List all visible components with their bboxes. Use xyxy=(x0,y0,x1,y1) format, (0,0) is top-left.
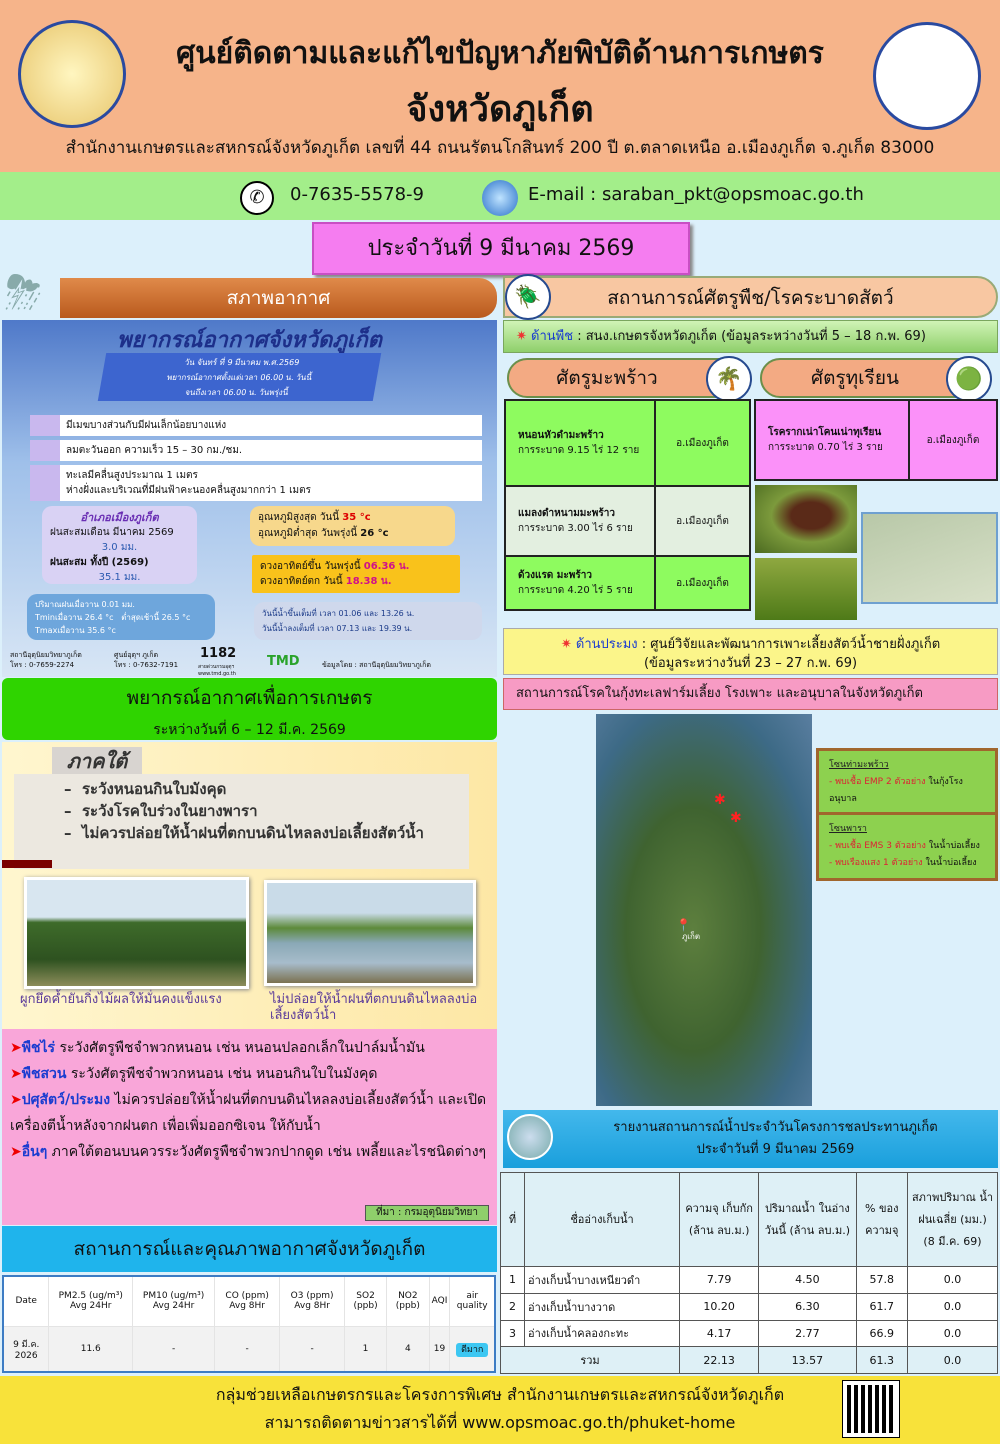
rain-year: 35.1 มม. xyxy=(98,572,141,583)
dam-icon xyxy=(507,1114,553,1160)
district: อำเภอเมืองภูเก็ต xyxy=(80,511,159,524)
durian-pests-header: ศัตรูทุเรียน xyxy=(760,358,990,398)
aq-header: SO2 (ppb) xyxy=(345,1276,387,1326)
fisheries-source-bar: ✷ ด้านประมง : ศูนย์วิจัยและพัฒนาการเพาะเลี้ยงสัตว์น้ำชายฝั่งภูเก็ต (ข้อมูลระหว่างวันที่ 23 – 27 ก.พ. 69) xyxy=(503,628,998,675)
condition-sea: ทะเลมีคลื่นสูงประมาณ 1 เมตร xyxy=(66,470,198,481)
region-label: ภาคใต้ xyxy=(52,747,142,775)
station2: ศูนย์อุตุฯ ภูเก็ต xyxy=(114,651,159,659)
beetle-photo xyxy=(755,485,857,553)
forecast-to: จนถึงเวลา 06.00 น. วันพรุ่งนี้ xyxy=(184,388,290,397)
globe-icon xyxy=(482,180,518,216)
southern-region-panel xyxy=(2,742,497,1029)
pest-row: ด้วงแรด มะพร้าว การระบาด 4.20 ไร่ 5 ราย xyxy=(505,556,655,610)
tmax-yesterday: Tmaxเมื่อวาน 35.6 °c xyxy=(35,626,116,635)
water-report-title: รายงานสถานการณ์น้ำประจำวันโครงการชลประทานภูเก็ต xyxy=(613,1120,938,1135)
zone-phara: โซนพารา - พบเชื้อ EMS 3 ตัวอย่าง ในน้ำบ่อเลี้ยง - พบเรืองแสง 1 ตัวอย่าง ในน้ำบ่อเลี้ยง xyxy=(816,812,998,881)
aq-cell: - xyxy=(215,1326,280,1372)
agri-forecast-period: ระหว่างวันที่ 6 – 12 มี.ค. 2569 xyxy=(153,722,346,738)
aq-header: PM10 (ug/m³) Avg 24Hr xyxy=(133,1276,215,1326)
condition-wind: ลมตะวันออก ความเร็ว 15 – 30 กม./ชม. xyxy=(30,440,482,461)
tmax-label: อุณหภูมิสูงสุด วันนี้ xyxy=(258,512,340,523)
map-label: ภูเก็ต xyxy=(682,932,701,941)
phuket-map xyxy=(596,714,812,1106)
yesterday-rain: ปริมาณฝนเมื่อวาน 0.01 มม. xyxy=(35,600,135,609)
aq-header: CO (ppm) Avg 8Hr xyxy=(215,1276,280,1326)
aq-cell: 9 มี.ค. 2026 xyxy=(3,1326,49,1372)
address: สำนักงานเกษตรและสหกรณ์จังหวัดภูเก็ต เลขที่ 44 ถนนรัตนโกสินทร์ 200 ปี ต.ตลาดเหนือ อ.เมืองภูเก็ต จ.ภูเก็ต 83000 xyxy=(65,138,935,158)
pond-photo xyxy=(264,880,476,986)
phone-number: 0-7635-5578-9 xyxy=(290,184,425,205)
reservoir-table: ที่ ชื่ออ่างเก็บน้ำ ความจุ เก็บกัก (ล้าน ลบ.ม.) ปริมาณน้ำ ในอ่างวันนี้ (ล้าน ลบ.ม.) % ของ ความจุ สภาพปริมาณ น้ำฝนเฉลี่ย (มม.) (8 มี.ค. 69) 1 อ่างเก็บน้ำบางเหนียวดำ 7.79 4.50 57.8 0.0 2 อ่างเก็บน้ำบางวาด 10.20 6.30 61.7 0.0 3 อ่างเก็บน้ำคลองกะทะ 4.17 2.77 66.9 0.0 รวม 22.13 13.57 61.3 0.0 xyxy=(500,1172,998,1374)
qr-code[interactable] xyxy=(843,1381,899,1437)
condition-sky: มีเมฆบางส่วนกับมีฝนเล็กน้อยบางแห่ง xyxy=(30,415,482,436)
tlow-morning: ต่ำสุดเช้านี้ 26.5 °c xyxy=(121,613,191,622)
shrimp-disease-title: สถานการณ์โรคในกุ้งทะเลฟาร์มเลี้ยง โรงเพาะ และอนุบาลในจังหวัดภูเก็ต xyxy=(503,678,998,710)
agri-forecast-header xyxy=(2,678,497,740)
weather-source: ข้อมูลโดย : สถานีอุตุนิยมวิทยาภูเก็ต xyxy=(322,661,431,669)
advice-livestock: ➤ปศุสัตว์/ประมง ไม่ควรปล่อยให้น้ำฝนที่ตกบนดินไหลลงบ่อเลี้ยงสัตว์น้ำ และเปิดเครื่องตีน้ำหลังจากฝนตก เพื่อเพิ่มออกซิเจน ให้กับน้ำ xyxy=(10,1092,487,1134)
agri-forecast-title: พยากรณ์อากาศเพื่อการเกษตร xyxy=(126,687,373,709)
rain-year-label: ฝนสะสม ทั้งปี (2569) xyxy=(50,557,149,568)
temperature-box xyxy=(250,506,455,546)
reservoir-total-row: รวม 22.13 13.57 61.3 0.0 xyxy=(501,1347,998,1374)
station1-tel: โทร : 0-7659-2274 xyxy=(10,661,75,669)
coconut-pest-table: หนอนหัวดำมะพร้าว การระบาด 9.15 ไร่ 12 ราย อ.เมืองภูเก็ต แมลงดำหนามมะพร้าว การระบาด 3.00 ไร่ 6 ราย อ.เมืองภูเก็ต ด้วงแรด มะพร้าว การระบาด 4.20 ไร่ 5 ราย อ.เมืองภูเก็ต xyxy=(504,399,751,611)
sun-box xyxy=(252,555,460,593)
aq-cell: - xyxy=(133,1326,215,1372)
photo2-caption: ไม่ปล่อยให้น้ำฝนที่ตกบนดินไหลลงบ่อเลี้ยงสัตว์น้ำ xyxy=(270,992,478,1023)
coconut-pests-header: ศัตรูมะพร้าว xyxy=(507,358,747,398)
sunrise-label: ดวงอาทิตย์ขึ้น วันพรุ่งนี้ xyxy=(260,561,361,572)
pest-row: โรครากเน่าโคนเน่าทุเรียน การระบาด 0.70 ไร่ 3 ราย xyxy=(755,400,909,480)
water-report-date: ประจำวันที่ 9 มีนาคม 2569 xyxy=(696,1142,855,1157)
header xyxy=(0,0,1000,172)
pest-row: แมลงดำหนามมะพร้าว การระบาด 3.00 ไร่ 6 ราย xyxy=(505,486,655,556)
pest-row: หนอนหัวดำมะพร้าว การระบาด 9.15 ไร่ 12 ราย xyxy=(505,400,655,486)
title-line2: จังหวัดภูเก็ต xyxy=(406,89,594,130)
advice-source: ที่มา : กรมอุตุนิยมวิทยา xyxy=(365,1205,489,1221)
forecast-title: พยากรณ์อากาศจังหวัดภูเก็ต xyxy=(117,328,382,353)
aq-cell: 11.6 xyxy=(49,1326,133,1372)
location-pin-icon: 📍 xyxy=(676,918,691,932)
aq-header: PM2.5 (ug/m³) Avg 24Hr xyxy=(49,1276,133,1326)
tide-box xyxy=(254,602,482,640)
durian-icon: 🟢 xyxy=(946,356,992,402)
aq-cell: 4 xyxy=(387,1326,430,1372)
aq-quality-badge: ดีมาก xyxy=(456,1343,488,1357)
tmin: 26 °c xyxy=(360,528,389,539)
pest-section-title: สถานการณ์ศัตรูพืช/โรคระบาดสัตว์ xyxy=(503,276,998,318)
aq-cell: - xyxy=(280,1326,345,1372)
pest-icon: 🪲 xyxy=(505,274,551,320)
title-line1: ศูนย์ติดตามและแก้ไขปัญหาภัยพิบัติด้านการเกษตร xyxy=(176,36,824,71)
leaf-beetle-photo xyxy=(755,558,857,620)
marker-phara: ✱ xyxy=(730,810,742,826)
low-tide: วันนี้น้ำลงเต็มที่ เวลา 07.13 และ 19.39 น. xyxy=(262,624,413,633)
aq-header: Date xyxy=(3,1276,49,1326)
station1: สถานีอุตุนิยมวิทยาภูเก็ต xyxy=(10,651,82,659)
water-report-header xyxy=(503,1110,998,1168)
footer-website[interactable]: สามารถติดตามข่าวสารได้ที่ www.opsmoac.go.th/phuket-home xyxy=(264,1413,736,1432)
fruit-tree-photo xyxy=(24,877,249,989)
email: E-mail : saraban_pkt@opsmoac.go.th xyxy=(528,184,864,205)
coconut-tree-icon: 🌴 xyxy=(706,356,752,402)
hotline: 1182 xyxy=(200,646,237,661)
phone-icon: ✆ xyxy=(240,181,274,215)
aq-cell: 1 xyxy=(345,1326,387,1372)
marker-tha-maphrao: ✱ xyxy=(714,792,726,808)
forecast-from: พยากรณ์อากาศตั้งแต่เวลา 06.00 น. วันนี้ xyxy=(166,373,313,382)
reservoir-row: 3 อ่างเก็บน้ำคลองกะทะ 4.17 2.77 66.9 0.0 xyxy=(501,1320,998,1347)
caterpillar-photo xyxy=(861,512,998,604)
weather-forecast-panel xyxy=(2,320,497,677)
reservoir-row: 2 อ่างเก็บน้ำบางวาด 10.20 6.30 61.7 0.0 xyxy=(501,1293,998,1320)
tmin-label: อุณหภูมิต่ำสุด วันพรุ่งนี้ xyxy=(258,528,358,539)
date-banner: ประจำวันที่ 9 มีนาคม 2569 xyxy=(312,222,690,275)
bullet-3: – ไม่ควรปล่อยให้น้ำฝนที่ตกบนดินไหลลงบ่อเลี้ยงสัตว์น้ำ xyxy=(64,824,424,842)
air-quality-table xyxy=(2,1275,496,1373)
aq-header: AQI xyxy=(429,1276,450,1326)
sunset-label: ดวงอาทิตย์ตก วันนี้ xyxy=(260,576,343,587)
tmin-yesterday: Tminเมื่อวาน 26.4 °c xyxy=(35,613,114,622)
air-quality-title: สถานการณ์และคุณภาพอากาศจังหวัดภูเก็ต xyxy=(2,1226,497,1272)
weather-cloud-icon: ⛈ xyxy=(5,265,42,319)
forecast-date: วัน จันทร์ ที่ 9 มีนาคม พ.ศ.2569 xyxy=(184,358,301,367)
rain-month: 3.0 มม. xyxy=(101,542,138,553)
contact-bar xyxy=(0,172,1000,220)
yesterday-box xyxy=(27,594,215,640)
rain-accumulation-box xyxy=(42,506,197,584)
advice-panel xyxy=(2,1029,497,1225)
aq-header: air quality xyxy=(450,1276,495,1326)
advice-horticulture: ➤พืชสวน ระวังศัตรูพืชจำพวกหนอน เช่น หนอนกินใบในมังคุด xyxy=(10,1066,378,1082)
tmax: 35 °c xyxy=(342,512,371,523)
aq-cell: 19 xyxy=(429,1326,450,1372)
fish-period: (ข้อมูลระหว่างวันที่ 23 – 27 ก.พ. 69) xyxy=(643,656,858,671)
advice-field-crops: ➤พืชไร่ ระวังศัตรูพืชจำพวกหนอน เช่น หนอนปลอกเล็กในปาล์มน้ำมัน xyxy=(10,1040,425,1056)
high-tide: วันนี้น้ำขึ้นเต็มที่ เวลา 01.06 และ 13.26 น. xyxy=(262,609,415,618)
crop-source-bar: ✷ ด้านพืช : สนง.เกษตรจังหวัดภูเก็ต (ข้อมูลระหว่างวันที่ 5 – 18 ก.พ. 69) xyxy=(503,320,998,353)
condition-offshore: ห่างฝั่งและบริเวณที่มีฝนฟ้าคะนองคลื่นสูงมากกว่า 1 เมตร xyxy=(66,485,311,496)
bullet-1: – ระวังหนอนกินใบมังคุด xyxy=(64,780,227,798)
footer-line1: กลุ่มช่วยเหลือเกษตรกรและโครงการพิเศษ สำนักงานเกษตรและสหกรณ์จังหวัดภูเก็ต xyxy=(215,1385,785,1404)
bullet-2: – ระวังโรคใบร่วงในยางพารา xyxy=(64,802,258,820)
advice-other: ➤อื่นๆ ภาคใต้ตอนบนควรระวังศัตรูพืชจำพวกปากดูด เช่น เพลี้ยและไรชนิดต่างๆ xyxy=(10,1144,487,1160)
sunrise: 06.36 น. xyxy=(363,561,410,572)
tmd-logo: TMD xyxy=(267,654,300,669)
weather-section-title: สภาพอากาศ xyxy=(60,278,497,318)
aq-header: O3 (ppm) Avg 8Hr xyxy=(280,1276,345,1326)
photo1-caption: ผูกยึดค้ำยันกิ่งไม้ผลให้มั่นคงแข็งแรง xyxy=(20,992,222,1007)
durian-pest-table: โรครากเน่าโคนเน่าทุเรียน การระบาด 0.70 ไร่ 3 ราย อ.เมืองภูเก็ต xyxy=(754,399,998,481)
aq-header: NO2 (ppb) xyxy=(387,1276,430,1326)
rain-month-label: ฝนสะสมเดือน มีนาคม 2569 xyxy=(50,527,174,538)
zone-tha-maphrao: โซนท่ามะพร้าว - พบเชื้อ EMP 2 ตัวอย่าง ในกุ้งโรงอนุบาล xyxy=(816,748,998,817)
station2-tel: โทร : 0-7632-7191 xyxy=(114,661,179,669)
hotline-sub: สายด่วนกรมอุตุฯ www.tmd.go.th xyxy=(198,664,236,677)
reservoir-row: 1 อ่างเก็บน้ำบางเหนียวดำ 7.79 4.50 57.8 0.0 xyxy=(501,1267,998,1294)
sunset: 18.38 น. xyxy=(345,576,392,587)
